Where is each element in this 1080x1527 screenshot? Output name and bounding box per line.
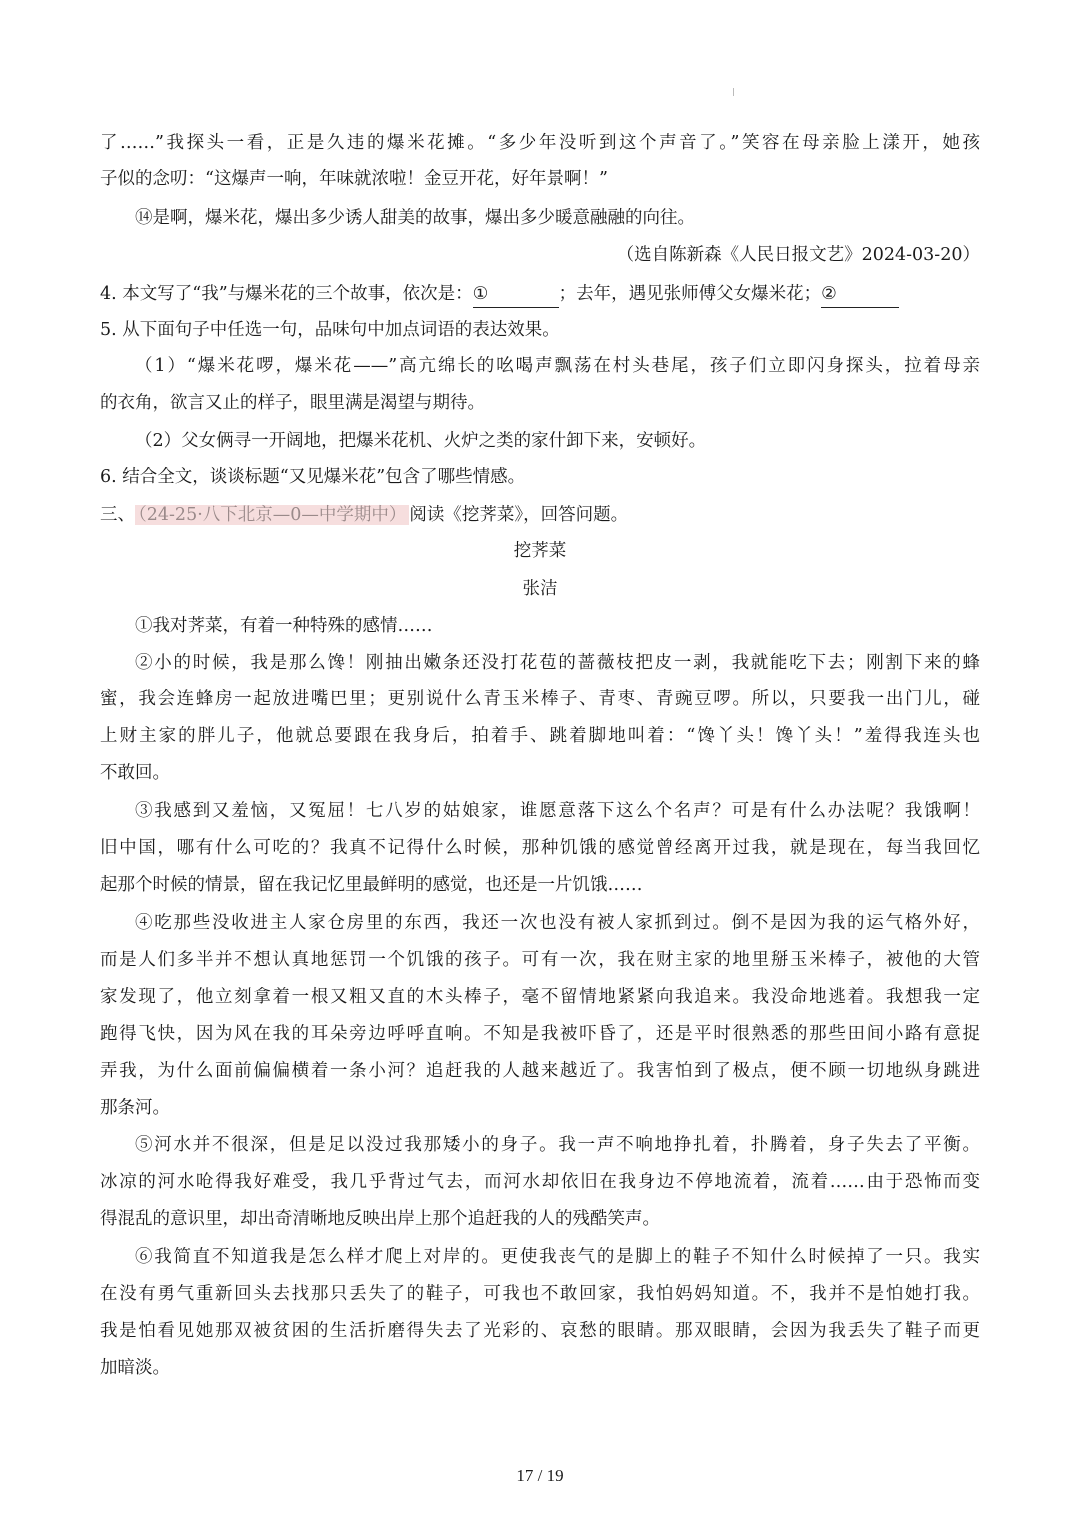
question-4-text: 4. 本文写了“我”与爆米花的三个故事，依次是：	[100, 284, 473, 304]
text-line: 弄我，为什么面前偏偏横着一条小河？追赶我的人越来越近了。我害怕到了极点，便不顾一切地纵身跳进	[100, 1061, 980, 1081]
text-line: 冰凉的河水呛得我好难受，我几乎背过气去，而河水却依旧在我身边不停地流着，流着……由于恐怖而变	[100, 1172, 980, 1192]
question-4	[100, 281, 980, 308]
source-tag: （24-25·八下北京—0—中学期中）	[135, 505, 409, 525]
text-line: 得混乱的意识里，却出奇清晰地反映出岸上那个追赶我的人的残酷笑声。	[100, 1209, 660, 1229]
source-citation: （选自陈新森《人民日报文艺》2024-03-20）	[616, 245, 980, 265]
question-4-middle: ；去年，遇见张师傅父女爆米花；	[558, 284, 822, 304]
text-line: 跑得飞快，因为风在我的耳朵旁边呼呼直响。不知是我被吓昏了，还是平时很熟悉的那些田间小路有意捉	[100, 1024, 980, 1044]
answer-blank-2[interactable]: ②	[821, 281, 899, 308]
text-line: 子似的念叨：“这爆声一响，年味就浓啦！金豆开花，好年景啊！”	[100, 169, 608, 189]
text-line: 在没有勇气重新回头去找那只丢失了的鞋子，可我也不敢回家，我怕妈妈知道。不，我并不是怕她打我。	[100, 1284, 980, 1304]
text-line: 我是怕看见她那双被贫困的生活折磨得失去了光彩的、哀愁的眼睛。那双眼睛，会因为我丢失了鞋子而更	[100, 1321, 980, 1341]
question-5: 5. 从下面句子中任选一句，品味句中加点词语的表达效果。	[100, 320, 560, 340]
paragraph-14: ⑭是啊，爆米花，爆出多少诱人甜美的故事，爆出多少暖意融融的向往。	[135, 208, 695, 228]
text-line: 起那个时候的情景，留在我记忆里最鲜明的感觉，也还是一片饥饿……	[100, 875, 643, 895]
answer-blank-1[interactable]: ①	[473, 281, 559, 308]
text-line: 那条河。	[100, 1098, 170, 1118]
article-title: 挖荠菜	[513, 541, 567, 561]
text-line: 了……”我探头一看，正是久违的爆米花摊。“多少年没听到这个声音了。”笑容在母亲脸上漾开，她孩	[100, 133, 980, 153]
option-1: （1）“爆米花啰，爆米花——”高亢绵长的吆喝声飘荡在村头巷尾，孩子们立即闪身探头，拉着母亲	[135, 356, 980, 376]
text-line: 加暗淡。	[100, 1358, 170, 1378]
question-6: 6. 结合全文，谈谈标题“又见爆米花”包含了哪些情感。	[100, 467, 526, 487]
paragraph-2: ②小的时候，我是那么馋！刚抽出嫩条还没打花苞的蔷薇枝把皮一剥，我就能吃下去；刚割下来的蜂	[135, 653, 980, 673]
option-2: （2）父女俩寻一开阔地，把爆米花机、火炉之类的家什卸下来，安顿好。	[135, 431, 707, 451]
option-1-cont: 的衣角，欲言又止的样子，眼里满是渴望与期待。	[100, 393, 485, 413]
text-line: 上财主家的胖儿子，他就总要跟在我身后，拍着手、跳着脚地叫着：“馋丫头！馋丫头！”羞得我连头也	[100, 726, 980, 746]
page-number: 17 / 19	[516, 1466, 564, 1485]
text-line: 蜜，我会连蜂房一起放进嘴巴里；更别说什么青玉米棒子、青枣、青豌豆啰。所以，只要我一出门儿，碰	[100, 689, 980, 709]
text-line: 家发现了，他立刻拿着一根又粗又直的木头棒子，毫不留情地紧紧向我追来。我没命地逃着。我想我一定	[100, 987, 980, 1007]
text-line: 不敢回。	[100, 763, 170, 783]
section-instruction: 阅读《挖荠菜》，回答问题。	[409, 505, 629, 525]
paragraph-6: ⑥我简直不知道我是怎么样才爬上对岸的。更使我丧气的是脚上的鞋子不知什么时候掉了一只。我实	[135, 1247, 980, 1267]
scan-mark	[733, 88, 734, 96]
paragraph-5: ⑤河水并不很深，但是足以没过我那矮小的身子。我一声不响地挣扎着，扑腾着，身子失去了平衡。	[135, 1135, 980, 1155]
text-line: 而是人们多半并不想认真地惩罚一个饥饿的孩子。可有一次，我在财主家的地里掰玉米棒子，被他的大管	[100, 950, 980, 970]
paragraph-4: ④吃那些没收进主人家仓房里的东西，我还一次也没有被人家抓到过。倒不是因为我的运气格外好，	[135, 913, 980, 933]
paragraph-3: ③我感到又羞恼，又冤屈！七八岁的姑娘家，谁愿意落下这么个名声？可是有什么办法呢？我饿啊！	[135, 801, 980, 821]
text-line: 旧中国，哪有什么可吃的？我真不记得什么时候，那种饥饿的感觉曾经离开过我，就是现在，每当我回忆	[100, 838, 980, 858]
paragraph-1: ①我对荠菜，有着一种特殊的感情……	[135, 616, 433, 636]
section-number: 三、	[100, 505, 135, 525]
article-author: 张洁	[522, 579, 558, 599]
section-3-heading	[100, 502, 980, 528]
